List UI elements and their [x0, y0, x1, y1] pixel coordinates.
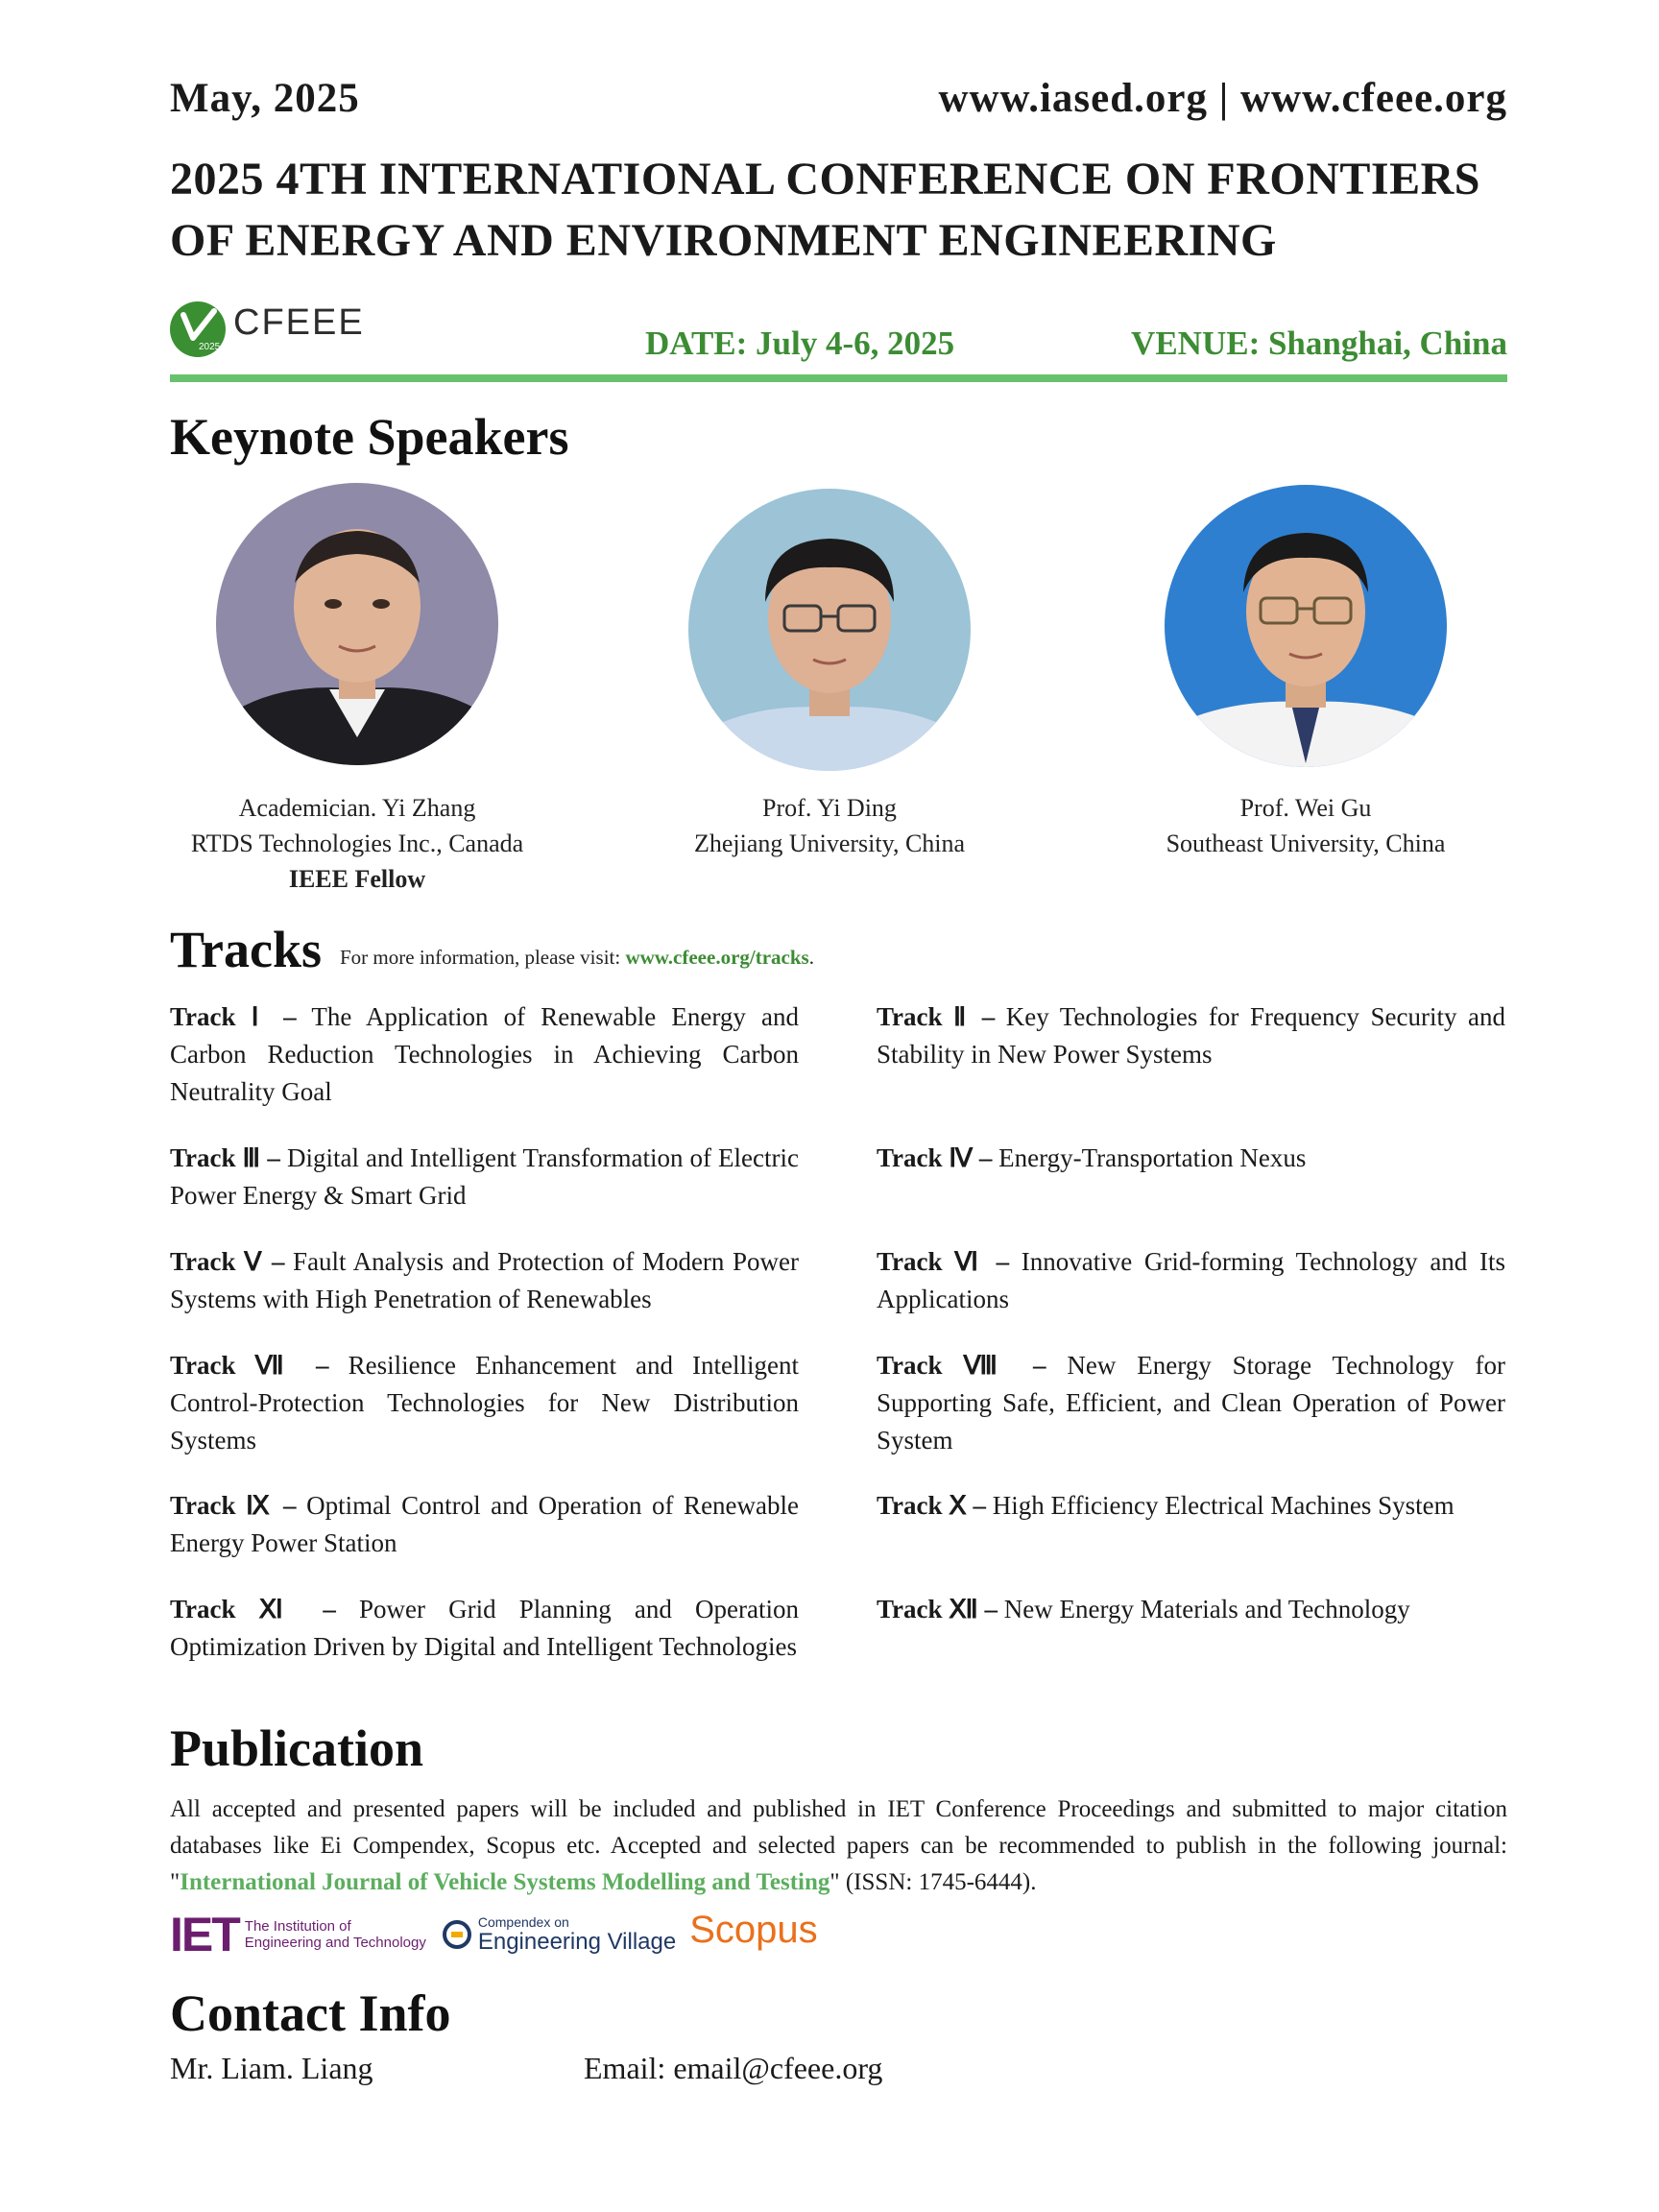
- event-venue: VENUE: Shanghai, China: [1131, 325, 1507, 362]
- track-item: [170, 1347, 799, 1459]
- track-item: [877, 1347, 1505, 1459]
- track-label: Track Ⅹ –: [877, 1491, 986, 1520]
- track-label: Track Ⅱ –: [877, 1002, 996, 1031]
- speaker-affiliation: RTDS Technologies Inc., Canada: [190, 830, 524, 857]
- publication-heading: Publication: [170, 1719, 424, 1777]
- track-item: [170, 1591, 799, 1666]
- speaker-gu: [1066, 790, 1546, 861]
- track-text: Innovative Grid-forming Technology and Its Applications: [877, 1247, 1505, 1313]
- track-label: Track Ⅲ –: [170, 1143, 280, 1172]
- scopus-logo: Scopus: [689, 1908, 818, 1951]
- tracks-heading: Tracks: [170, 921, 322, 978]
- track-label: Track Ⅷ –: [877, 1351, 1046, 1380]
- logo-text: CFEEE: [233, 301, 365, 343]
- track-item: [170, 1487, 799, 1562]
- indexing-logos: [170, 1907, 818, 1962]
- ev-line-2: Engineering Village: [477, 1928, 677, 1955]
- track-label: Track Ⅸ –: [170, 1491, 297, 1520]
- track-text: Resilience Enhancement and Intelligent Control-Protection Technologies for New Distribution Systems: [170, 1351, 800, 1455]
- track-label: Track Ⅵ –: [877, 1247, 1010, 1276]
- track-item: [877, 1487, 1505, 1525]
- keynote-heading: Keynote Speakers: [170, 408, 569, 466]
- engineering-village-icon: [442, 1919, 472, 1950]
- speaker-name: Prof. Yi Ding: [762, 794, 897, 822]
- logo-year: 2025: [199, 342, 221, 352]
- speaker-honor: IEEE Fellow: [288, 865, 426, 893]
- track-item: [170, 998, 799, 1111]
- speaker-ding: [589, 790, 1070, 861]
- speaker-affiliation: Southeast University, China: [1166, 830, 1446, 857]
- iet-line-1: The Institution of: [244, 1918, 351, 1935]
- publication-text-2: " (ISSN: 1745-6444).: [830, 1869, 1037, 1895]
- track-text: New Energy Materials and Technology: [998, 1595, 1410, 1623]
- iet-logo-text: [245, 1918, 426, 1951]
- track-text: Fault Analysis and Protection of Modern Power Systems with High Penetration of Renewables: [170, 1247, 799, 1313]
- track-item: [877, 1140, 1505, 1177]
- track-label: Track Ⅰ –: [170, 1002, 297, 1031]
- tracks-note-prefix: For more information, please visit:: [340, 946, 626, 969]
- track-text: New Energy Storage Technology for Supporting Safe, Efficient, and Clean Operation of Power System: [877, 1351, 1506, 1455]
- track-label: Track Ⅺ –: [170, 1595, 336, 1623]
- engineering-village-text: [478, 1915, 676, 1955]
- website-links[interactable]: www.iased.org | www.cfeee.org: [938, 76, 1507, 121]
- top-row: [170, 75, 1507, 122]
- track-item: [877, 1243, 1505, 1318]
- iet-line-2: Engineering and Technology: [244, 1935, 426, 1951]
- speaker-photo-ding: [688, 489, 971, 771]
- track-text: The Application of Renewable Energy and Carbon Reduction Technologies in Achieving Carbon Neutrality Goal: [170, 1002, 800, 1106]
- cfeee-logo-icon: [170, 301, 226, 357]
- tracks-note: [340, 946, 814, 970]
- speaker-photo-gu: [1165, 485, 1447, 767]
- contact-name: Mr. Liam. Liang: [170, 2051, 373, 2085]
- contact-email[interactable]: Email: email@cfeee.org: [584, 2051, 883, 2085]
- header-divider: [170, 374, 1507, 382]
- issue-date: May, 2025: [170, 76, 360, 121]
- track-label: Track Ⅶ –: [170, 1351, 329, 1380]
- track-label: Track Ⅳ –: [877, 1143, 993, 1172]
- publication-body: [170, 1791, 1507, 1901]
- publication-text-1: All accepted and presented papers will be included and published in IET Conference Proceedings and submitted to major citation databases like Ei Compendex, Scopus etc. Accepted and selected papers can be recommended to publish in the following journal: ": [170, 1796, 1507, 1895]
- speaker-zhang: [117, 790, 597, 897]
- track-text: High Efficiency Electrical Machines System: [986, 1491, 1455, 1520]
- track-item: [877, 998, 1505, 1073]
- tracks-link[interactable]: www.cfeee.org/tracks: [625, 946, 809, 969]
- iet-logo: IET: [170, 1908, 239, 1961]
- track-label: Track Ⅴ –: [170, 1247, 285, 1276]
- speaker-name: Prof. Wei Gu: [1239, 794, 1372, 822]
- cfeee-logo: [170, 301, 365, 357]
- track-text: Key Technologies for Frequency Security and Stability in New Power Systems: [877, 1002, 1506, 1069]
- track-text: Power Grid Planning and Operation Optimization Driven by Digital and Intelligent Technologies: [170, 1595, 799, 1661]
- conference-title: 2025 4TH INTERNATIONAL CONFERENCE ON FRONTIERS OF ENERGY AND ENVIRONMENT ENGINEERING: [170, 154, 1480, 266]
- track-text: Energy-Transportation Nexus: [992, 1143, 1307, 1172]
- track-text: Digital and Intelligent Transformation of Electric Power Energy & Smart Grid: [170, 1143, 799, 1210]
- speaker-affiliation: Zhejiang University, China: [693, 830, 966, 857]
- journal-link[interactable]: International Journal of Vehicle Systems Modelling and Testing: [180, 1869, 830, 1895]
- track-item: [170, 1243, 799, 1318]
- event-date: DATE: July 4-6, 2025: [645, 325, 955, 362]
- speaker-photo-zhang: [216, 483, 498, 765]
- tracks-note-suffix: .: [808, 946, 814, 969]
- track-label: Track Ⅻ –: [877, 1595, 998, 1623]
- track-item: [877, 1591, 1505, 1628]
- track-text: Optimal Control and Operation of Renewable Energy Power Station: [170, 1491, 800, 1557]
- ev-line-1: Compendex on: [477, 1913, 569, 1930]
- track-item: [170, 1140, 799, 1214]
- engineering-village-logo: [442, 1915, 676, 1955]
- speaker-name: Academician. Yi Zhang: [238, 794, 476, 822]
- contact-heading: Contact Info: [170, 1984, 451, 2042]
